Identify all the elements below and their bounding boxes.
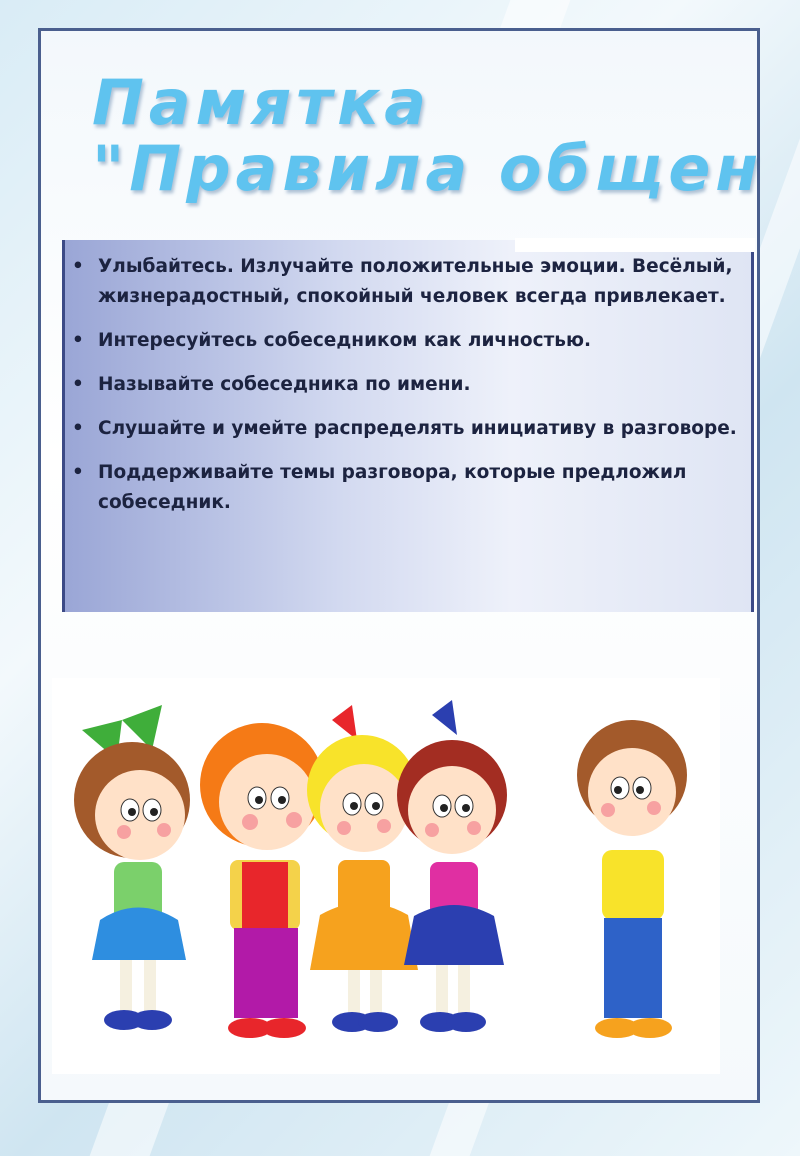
child-girl-yellow-hair	[307, 705, 418, 1032]
bullet: •	[72, 330, 84, 351]
rule-item	[70, 414, 750, 444]
rule-text: Называйте собеседника по имени.	[98, 374, 471, 395]
rules-list	[70, 252, 750, 532]
rule-text: Поддерживайте темы разговора, которые предложил собеседник.	[98, 462, 687, 513]
title-line-1: Памятка	[92, 70, 432, 139]
rule-item	[70, 458, 750, 518]
child-boy-yellow-shirt	[577, 720, 687, 1038]
panel-top-strip	[515, 238, 755, 252]
children-illustration	[52, 690, 712, 1060]
child-girl-blue-bow	[397, 700, 507, 1032]
rule-item	[70, 252, 750, 312]
child-boy-orange-hair	[200, 723, 324, 1038]
rule-item	[70, 326, 750, 356]
memo-title	[92, 70, 800, 210]
bullet: •	[72, 462, 84, 483]
bullet: •	[72, 418, 84, 439]
rule-text: Интересуйтесь собеседником как личностью.	[98, 330, 591, 351]
child-girl-green-bow	[74, 705, 190, 1030]
bullet: •	[72, 256, 84, 277]
rule-text: Слушайте и умейте распределять инициативу в разговоре.	[98, 418, 737, 439]
rule-item	[70, 370, 750, 400]
bullet: •	[72, 374, 84, 395]
title-line-2: "Правила общен	[92, 132, 764, 205]
rule-text: Улыбайтесь. Излучайте положительные эмоции. Весёлый, жизнерадостный, спокойный человек всегда привлекает.	[98, 256, 733, 307]
